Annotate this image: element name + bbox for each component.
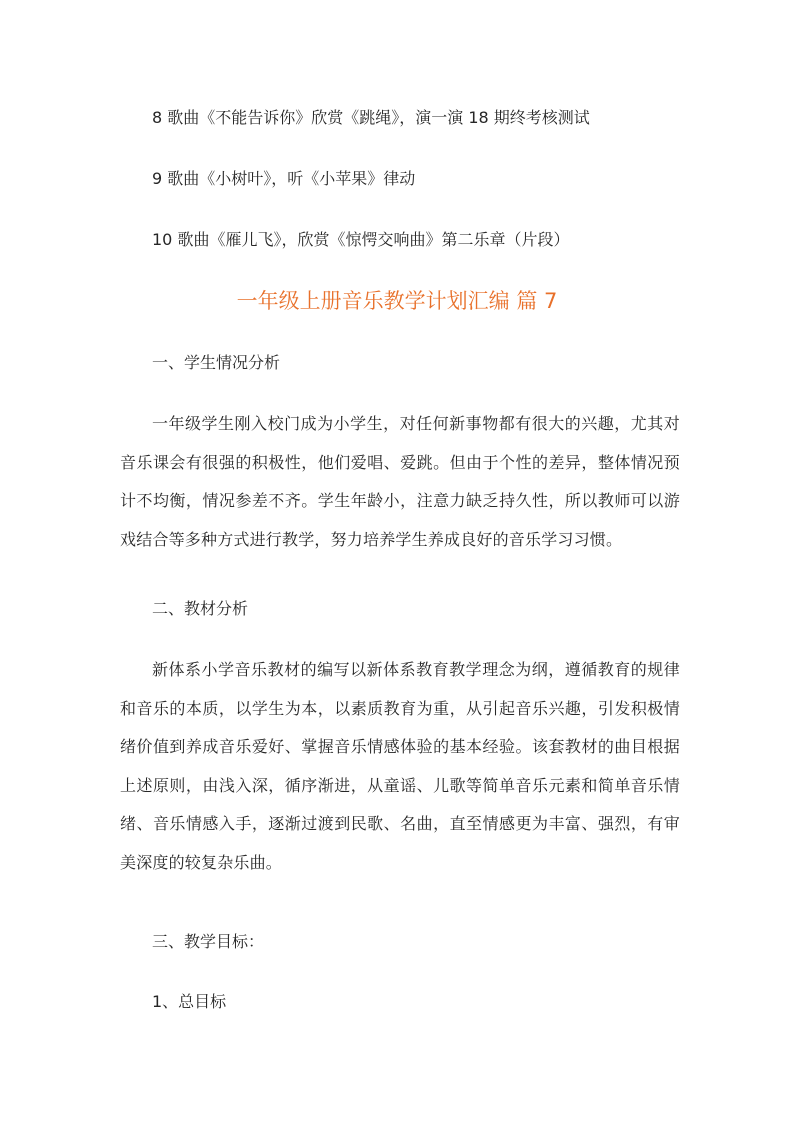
- lesson-line-8: 8 歌曲《不能告诉你》欣赏《跳绳》，演一演 18 期终考核测试: [152, 108, 590, 127]
- heading-teaching-goals: 三、教学目标：: [152, 932, 265, 951]
- section-title: 一年级上册音乐教学计划汇编 篇 7: [236, 289, 558, 313]
- subheading-overall-goal: 1、总目标: [152, 992, 227, 1011]
- lesson-line-10: 10 歌曲《雁儿飞》，欣赏《惊愕交响曲》第二乐章（片段）: [152, 230, 570, 249]
- heading-textbook-analysis: 二、教材分析: [152, 599, 249, 618]
- paragraph-student-analysis: 一年级学生刚入校门成为小学生，对任何新事物都有很大的兴趣，尤其对音乐课会有很强的积极性，他们爱唱、爱跳。但由于个性的差异，整体情况预计不均衡，情况参差不齐。学生年龄小，注意力缺乏持久性，所以教师可以游戏结合等多种方式进行教学，努力培养学生养成良好的音乐学习习惯。: [120, 414, 680, 549]
- lesson-line-9: 9 歌曲《小树叶》，听《小苹果》律动: [152, 169, 416, 188]
- paragraph-textbook-analysis: 新体系小学音乐教材的编写以新体系教育教学理念为纲，遵循教育的规律和音乐的本质，以学生为本，以素质教育为重，从引起音乐兴趣，引发积极情绪价值到养成音乐爱好、掌握音乐情感体验的基本经验。该套教材的曲目根据上述原则，由浅入深，循序渐进，从童谣、儿歌等简单音乐元素和简单音乐情绪、音乐情感入手，逐渐过渡到民歌、名曲，直至情感更为丰富、强烈，有审美深度的较复杂乐曲。: [120, 660, 680, 872]
- heading-student-analysis: 一、学生情况分析: [152, 353, 281, 372]
